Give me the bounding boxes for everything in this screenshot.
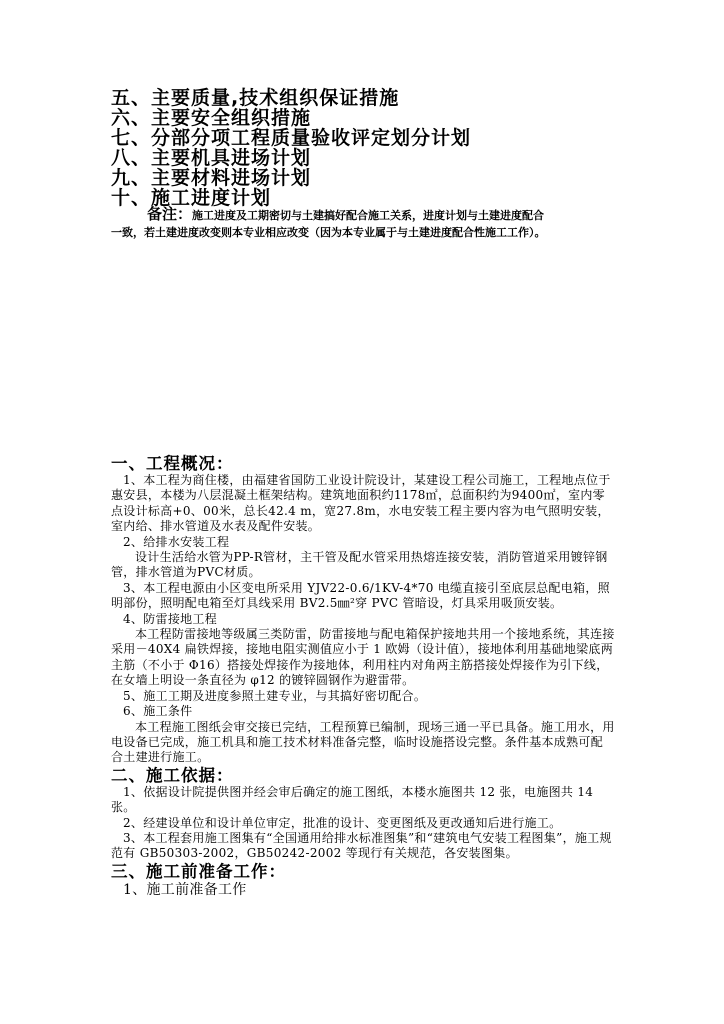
- schedule-note: [111, 206, 611, 241]
- toc-item-7: 七、分部分项工程质量验收评定划分计划: [111, 127, 472, 149]
- paragraph-basis-3: 3、本工程套用施工图集有“全国通用给排水标准图集”和“建筑电气安装工程图集”，施工规范有 GB50303-2002，GB50242-2002 等现行有关规范，各安装图集。: [111, 830, 612, 861]
- toc-item-8: 八、主要机具进场计划: [111, 147, 312, 169]
- paragraph-power-supply: 3、本工程电源由小区变电所采用 YJV22-0.6/1KV-4*70 电缆直接引至底层总配电箱，照明部份，照明配电箱至灯具线采用 BV2.5㎜²穿 PVC 管暗设，灯具采用吸顶安装。: [111, 580, 610, 611]
- document-body: [111, 454, 615, 899]
- paragraph-schedule: 5、施工工期及进度参照土建专业，与其搞好密切配合。: [123, 688, 427, 703]
- subheading-water-supply: 2、给排水安装工程: [123, 534, 230, 549]
- section-heading-preparation: 三、施工前准备工作：: [111, 861, 286, 881]
- toc-item-6: 六、主要安全组织措施: [111, 107, 312, 129]
- subheading-construction-conditions: 6、施工条件: [123, 704, 193, 719]
- paragraph-water-supply: 设计生活给水管为PP-R管材，主干管及配水管采用热熔连接安装，消防管道采用镀锌钢管，排水管道为PVC材质。: [111, 550, 608, 580]
- paragraph-lightning-protection: 本工程防雷接地等级属三类防雷，防雷接地与配电箱保护接地共用一个接地系统，其连接采用－40X4 扁铁焊接，接地电阻实测值应小于 1 欧姆（设计值），接地体利用基础地梁底两主筋（不小于 Φ16）搭接处焊接作为接地体，利用柱内对角两主筋搭接处焊接作为引下线，在女墙上明设一条直径为 φ12 的镀锌圆钢作为避雷带。: [111, 627, 615, 688]
- subheading-lightning-protection: 4、防雷接地工程: [123, 611, 218, 626]
- note-line-2: 一致，若土建进度改变则本专业相应改变（因为本专业属于与土建进度配合性施工工作）。: [111, 226, 546, 239]
- paragraph-project-overview: 1、本工程为商住楼，由福建省国防工业设计院设计，某建设工程公司施工，工程地点位于惠安县，本楼为八层混凝土框架结构。建筑地面积约1178㎡，总面积约为9400㎡，室内零点设计标高+0、00米，总长42.4 m，宽27.8m，水电安装工程主要内容为电气照明安装，室内给、排水管道及水表及配件安装。: [111, 473, 611, 534]
- note-label: 备注：: [147, 205, 193, 223]
- section-heading-basis: 二、施工依据：: [111, 765, 234, 785]
- paragraph-preparation-1: 1、施工前准备工作: [123, 881, 247, 898]
- toc-item-10: 十、施工进度计划: [111, 187, 272, 209]
- toc-item-9: 九、主要材料进场计划: [111, 167, 312, 189]
- section-heading-overview: 一、工程概况：: [111, 454, 234, 473]
- paragraph-basis-1: 1、依据设计院提供图并经会审后确定的施工图纸，本楼水施图共 12 张，电施图共 14 张。: [111, 784, 594, 815]
- note-text-1: 施工进度及工期密切与土建搞好配合施工关系，进度计划与土建进度配合: [192, 209, 545, 222]
- paragraph-construction-conditions: 本工程施工图纸会审交接已完结，工程预算已编制，现场三通一平已具备。施工用水，用电设备已完成，施工机具和施工技术材料准备完整，临时设施搭设完整。条件基本成熟可配合土建进行施工。: [111, 719, 615, 765]
- table-of-contents: [111, 88, 631, 208]
- note-line-1: [111, 206, 611, 224]
- paragraph-basis-2: 2、经建设单位和设计单位审定，批准的设计、变更图纸及更改通知后进行施工。: [123, 815, 562, 830]
- toc-item-5: 五、主要质量,技术组织保证措施: [111, 87, 400, 109]
